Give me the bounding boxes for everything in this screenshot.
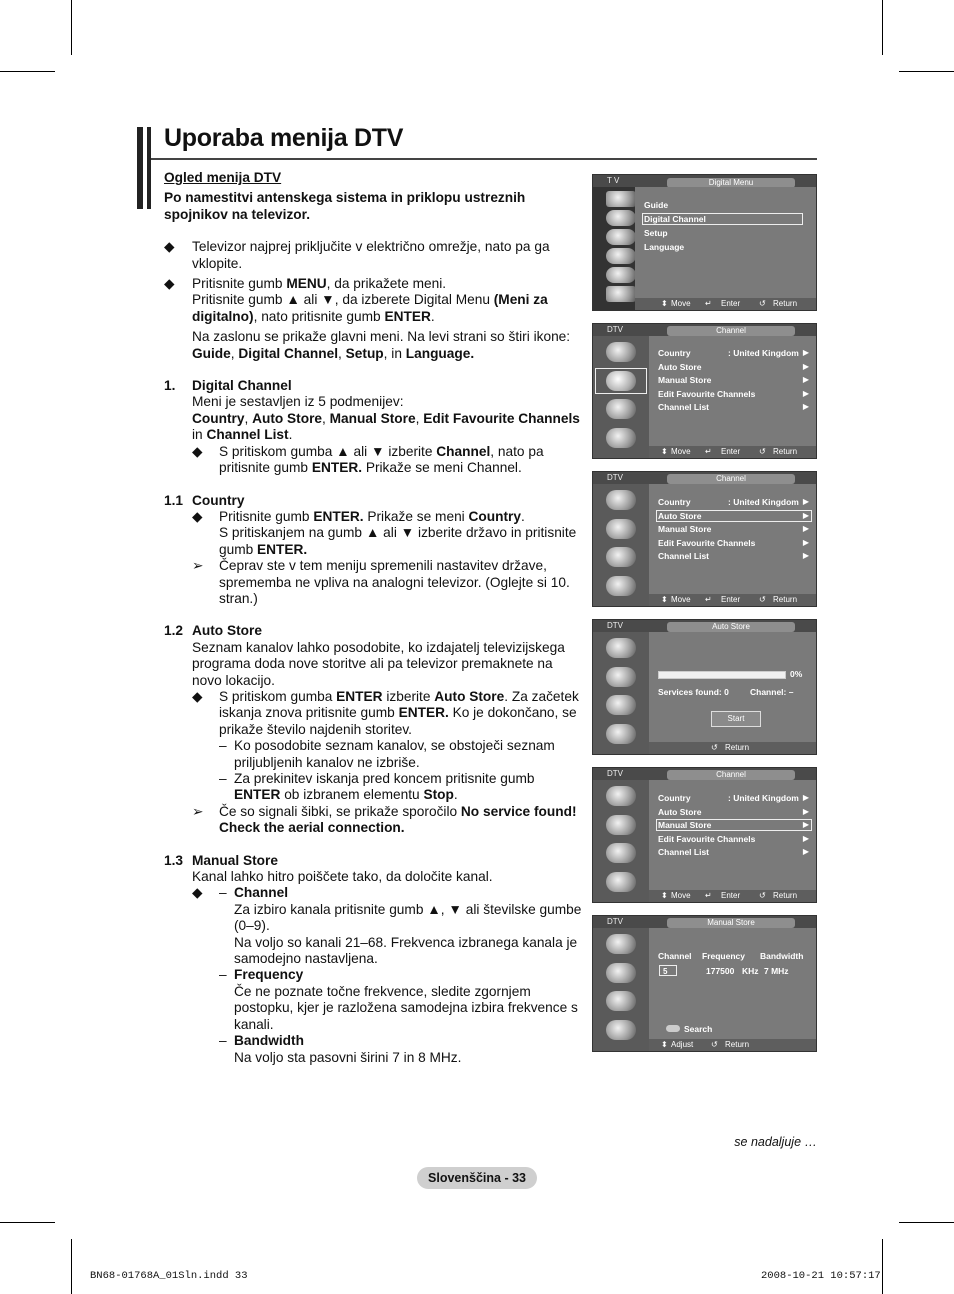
digital-channel-icon xyxy=(606,963,636,983)
guide-icon xyxy=(606,490,636,510)
digital-menu-icon xyxy=(606,286,636,302)
section-1-2: 1.2 Auto Store Seznam kanalov lahko posodobite, ko izdajatelj televizijskega programa doda nove storitve ali pa televizor premaknete na novo lokacijo. xyxy=(164,623,565,688)
osd-sidebar xyxy=(593,632,649,754)
channel-item-manual-store[interactable]: Manual Store xyxy=(658,820,712,830)
arrow-icon: ▶ xyxy=(802,524,809,533)
setup-icon xyxy=(606,547,636,567)
osd-footer: ⬍ Move ↵ Enter ↺ Return xyxy=(635,298,816,310)
dash-item: – Frequency Če ne poznate točne frekvence, sledite zgornjem postopku, kjer je razložena samodejna izbira frekvence s kanali. xyxy=(219,967,578,1032)
arrow-icon: ▶ xyxy=(802,389,809,398)
osd-channel-auto-store: DTV Channel Country : United Kingdom ▶ Auto Store ▶ Manual Store ▶ Edit Favourite Channels ▶ Channel List ▶ ⬍ Move ↵ Enter ↺ Return xyxy=(592,471,817,607)
section-1-1: 1.1 Country xyxy=(164,492,245,508)
intro-text: Po namestitvi antenskega sistema in priklopu ustreznih spojnikov na televizor. xyxy=(164,190,526,222)
digital-channel-icon xyxy=(606,519,636,539)
dash-item: – Ko posodobite seznam kanalov, se obstoječi seznam priljubljenih kanalov ne izbriše. xyxy=(219,738,555,770)
title-accent-bar xyxy=(147,127,151,209)
menu-item-guide[interactable]: Guide xyxy=(644,200,669,210)
channel-icon xyxy=(606,229,636,245)
channel-item-auto-store[interactable]: Auto Store xyxy=(658,807,702,817)
page-title: Uporaba menija DTV xyxy=(164,124,404,152)
osd-auto-store: DTV Auto Store 0% Services found: 0 Channel: – Start ↺ Return xyxy=(592,619,817,755)
osd-channel-manual-store: DTV Channel Country : United Kingdom ▶ Auto Store ▶ Manual Store ▶ Edit Favourite Channels ▶ Channel List ▶ ⬍ Move ↵ Enter ↺ Return xyxy=(592,767,817,903)
setup-icon xyxy=(606,991,636,1011)
continued-note: se nadaljuje … xyxy=(734,1135,817,1149)
channel-stepper[interactable]: 5 xyxy=(659,965,677,976)
page-number: Slovenščina - 33 xyxy=(417,1167,537,1189)
title-rule xyxy=(151,158,817,160)
channel-item-auto-store[interactable]: Auto Store xyxy=(658,511,702,521)
osd-header: Auto Store xyxy=(667,622,795,632)
move-icon: ⬍ xyxy=(661,891,668,900)
menu-item-digital-channel[interactable]: Digital Channel xyxy=(644,214,706,224)
arrow-icon: ▶ xyxy=(802,551,809,560)
channel-found: Channel: – xyxy=(750,687,794,697)
return-icon: ↺ xyxy=(759,299,766,308)
arrow-icon: ▶ xyxy=(802,538,809,547)
language-icon xyxy=(606,872,636,892)
crop-mark xyxy=(0,71,55,72)
digital-channel-icon xyxy=(606,815,636,835)
osd-header: Channel xyxy=(667,770,795,780)
crop-mark xyxy=(71,1239,72,1294)
menu-item-setup[interactable]: Setup xyxy=(644,228,668,238)
channel-item-edit-favourites[interactable]: Edit Favourite Channels xyxy=(658,389,756,399)
main-menu-text: Na zaslonu se prikaže glavni meni. Na levi strani so štiri ikone: Guide, Digital Channel, Setup, in Language. xyxy=(192,329,571,361)
channel-item-country[interactable]: Country xyxy=(658,497,691,507)
osd-header: Channel xyxy=(667,326,795,336)
bullet-item: ◆ Pritisnite gumb MENU, da prikažete meni. Pritisnite gumb ▲ ali ▼, da izberete Digital Menu (Meni za digitalno), nato pritisnite gumb ENTER. xyxy=(164,276,548,324)
arrow-icon: ▶ xyxy=(802,511,809,520)
setup-icon xyxy=(606,248,636,264)
arrow-icon: ▶ xyxy=(802,348,809,357)
ms-channel-label: Channel xyxy=(658,951,692,961)
move-icon: ⬍ xyxy=(661,595,668,604)
crop-mark xyxy=(882,0,883,55)
setup-icon xyxy=(606,399,636,419)
move-icon: ⬍ xyxy=(661,299,668,308)
dash-item: – Bandwidth Na voljo sta pasovni širini 7 in 8 MHz. xyxy=(219,1033,462,1065)
osd-sidebar xyxy=(593,484,649,606)
ms-frequency-value: 177500 xyxy=(706,966,735,976)
channel-item-manual-store[interactable]: Manual Store xyxy=(658,524,712,534)
note-item: ➢ Čeprav ste v tem meniju spremenili nastavitev države, sprememba ne vpliva na analogni televizor. (Oglejte si 10. stran.) xyxy=(192,558,570,606)
arrow-icon: ▶ xyxy=(802,375,809,384)
dash-item: ◆ – Channel Za izbiro kanala pritisnite gumb ▲, ▼ ali številske gumbe (0–9). Na voljo so kanali 21–68. Frekvenca izbranega kanala je samodejno nastavljena. xyxy=(192,885,582,967)
tv-picture-icon xyxy=(606,191,636,207)
bullet-item: ◆ S pritiskom gumba ENTER izberite Auto Store. Za začetek iskanja znova pritisnite gumb ENTER. Ko je dokončano, se prikaže število najdenih storitev. xyxy=(192,688,579,737)
bullet-item: ◆ Pritisnite gumb ENTER. Prikaže se meni Country. S pritiskanjem na gumb ▲ ali ▼ izberite državo in pritisnite gumb ENTER. xyxy=(192,508,577,557)
return-icon: ↺ xyxy=(759,447,766,456)
osd-manual-store: DTV Manual Store Channel Frequency Bandwidth 5 177500 KHz 7 MHz Search ⬍ Adjust ↺ Return xyxy=(592,915,817,1052)
ms-bandwidth-label: Bandwidth xyxy=(760,951,804,961)
osd-footer: ⬍ Adjust ↺ Return xyxy=(649,1039,816,1051)
crop-mark xyxy=(71,0,72,55)
osd-footer: ⬍ Move ↵ Enter ↺ Return xyxy=(649,594,816,606)
bullet-item: ◆ S pritiskom gumba ▲ ali ▼ izberite Channel, nato pa pritisnite gumb ENTER. Prikaže se meni Channel. xyxy=(192,443,544,476)
channel-item-channel-list[interactable]: Channel List xyxy=(658,847,710,857)
input-icon xyxy=(606,267,636,283)
note-item: ➢ Če so signali šibki, se prikaže sporočilo No service found! Check the aerial connection. xyxy=(192,803,577,836)
language-icon xyxy=(606,724,636,744)
channel-item-auto-store[interactable]: Auto Store xyxy=(658,362,702,372)
search-button-icon[interactable] xyxy=(666,1025,680,1032)
arrow-icon: ▶ xyxy=(802,402,809,411)
search-label[interactable]: Search xyxy=(684,1024,713,1034)
setup-icon xyxy=(606,843,636,863)
crop-mark xyxy=(0,1222,55,1223)
start-button[interactable]: Start xyxy=(711,711,761,727)
osd-footer: ⬍ Move ↵ Enter ↺ Return xyxy=(649,446,816,458)
print-slug-file: BN68-01768A_01Sln.indd 33 xyxy=(90,1270,248,1282)
services-found: Services found: 0 xyxy=(658,687,729,697)
channel-item-country[interactable]: Country xyxy=(658,348,691,358)
osd-sidebar xyxy=(593,928,649,1051)
arrow-icon: ▶ xyxy=(802,497,809,506)
osd-sidebar xyxy=(593,780,649,902)
guide-icon xyxy=(606,638,636,658)
crop-mark xyxy=(899,1222,954,1223)
digital-channel-icon xyxy=(606,371,636,391)
osd-header: Channel xyxy=(667,474,795,484)
ms-frequency-label: Frequency xyxy=(702,951,745,961)
language-icon xyxy=(606,1020,636,1040)
return-icon: ↺ xyxy=(711,1040,718,1049)
enter-icon: ↵ xyxy=(705,595,712,604)
ms-khz-unit: KHz xyxy=(742,966,759,976)
arrow-icon: ▶ xyxy=(802,807,809,816)
enter-icon: ↵ xyxy=(705,447,712,456)
print-slug-date: 2008-10-21 10:57:17 xyxy=(761,1270,881,1282)
channel-item-edit-favourites[interactable]: Edit Favourite Channels xyxy=(658,834,756,844)
bullet-item: ◆ Televizor najprej priključite v električno omrežje, nato pa ga vklopite. xyxy=(164,239,550,271)
osd-footer: ↺ Return xyxy=(649,742,816,754)
menu-item-language[interactable]: Language xyxy=(644,242,685,252)
ms-bandwidth-value: 7 MHz xyxy=(764,966,789,976)
arrow-icon: ▶ xyxy=(802,820,809,829)
arrow-icon: ▶ xyxy=(802,793,809,802)
progress-percent: 0% xyxy=(790,669,803,679)
return-icon: ↺ xyxy=(759,891,766,900)
return-icon: ↺ xyxy=(711,743,718,752)
enter-icon: ↵ xyxy=(705,891,712,900)
sound-icon xyxy=(606,210,636,226)
language-icon xyxy=(606,428,636,448)
crop-mark xyxy=(882,1239,883,1294)
guide-icon xyxy=(606,786,636,806)
channel-item-channel-list[interactable]: Channel List xyxy=(658,551,710,561)
osd-header: Manual Store xyxy=(667,918,795,928)
osd-sidebar xyxy=(593,336,649,458)
osd-footer: ⬍ Move ↵ Enter ↺ Return xyxy=(649,890,816,902)
setup-icon xyxy=(606,695,636,715)
channel-item-channel-list[interactable]: Channel List xyxy=(658,402,710,412)
dash-item: – Za prekinitev iskanja pred koncem pritisnite gumb ENTER ob izbranem elementu Stop. xyxy=(219,771,535,803)
title-accent-bar xyxy=(137,127,143,209)
crop-mark xyxy=(899,71,954,72)
digital-channel-icon xyxy=(606,667,636,687)
main-text xyxy=(164,170,584,1066)
osd-header: Digital Menu xyxy=(667,178,795,188)
channel-item-country[interactable]: Country xyxy=(658,793,691,803)
channel-item-edit-favourites[interactable]: Edit Favourite Channels xyxy=(658,538,756,548)
osd-channel-menu: DTV Channel Country : United Kingdom ▶ Auto Store ▶ Manual Store ▶ Edit Favourite Channels ▶ Channel List ▶ ⬍ Move ↵ Enter ↺ Return xyxy=(592,323,817,459)
progress-bar xyxy=(658,671,786,679)
osd-digital-menu: T V Digital Menu Guide Digital Channel Setup Language ⬍ Move ↵ Enter ↺ Return xyxy=(592,174,817,311)
section-1: 1. Digital Channel Meni je sestavljen iz 5 podmenijev: Country, Auto Store, Manual Store, Edit Favourite Channels in Channel List. xyxy=(164,378,580,443)
section-1-3: 1.3 Manual Store Kanal lahko hitro poiščete tako, da določite kanal. xyxy=(164,852,493,885)
arrow-icon: ▶ xyxy=(802,362,809,371)
arrow-icon: ▶ xyxy=(802,847,809,856)
language-icon xyxy=(606,576,636,596)
guide-icon xyxy=(606,934,636,954)
return-icon: ↺ xyxy=(759,595,766,604)
section-heading: Ogled menija DTV xyxy=(164,170,282,185)
adjust-icon: ⬍ xyxy=(661,1040,668,1049)
arrow-icon: ▶ xyxy=(802,834,809,843)
enter-icon: ↵ xyxy=(705,299,712,308)
channel-item-manual-store[interactable]: Manual Store xyxy=(658,375,712,385)
guide-icon xyxy=(606,342,636,362)
move-icon: ⬍ xyxy=(661,447,668,456)
